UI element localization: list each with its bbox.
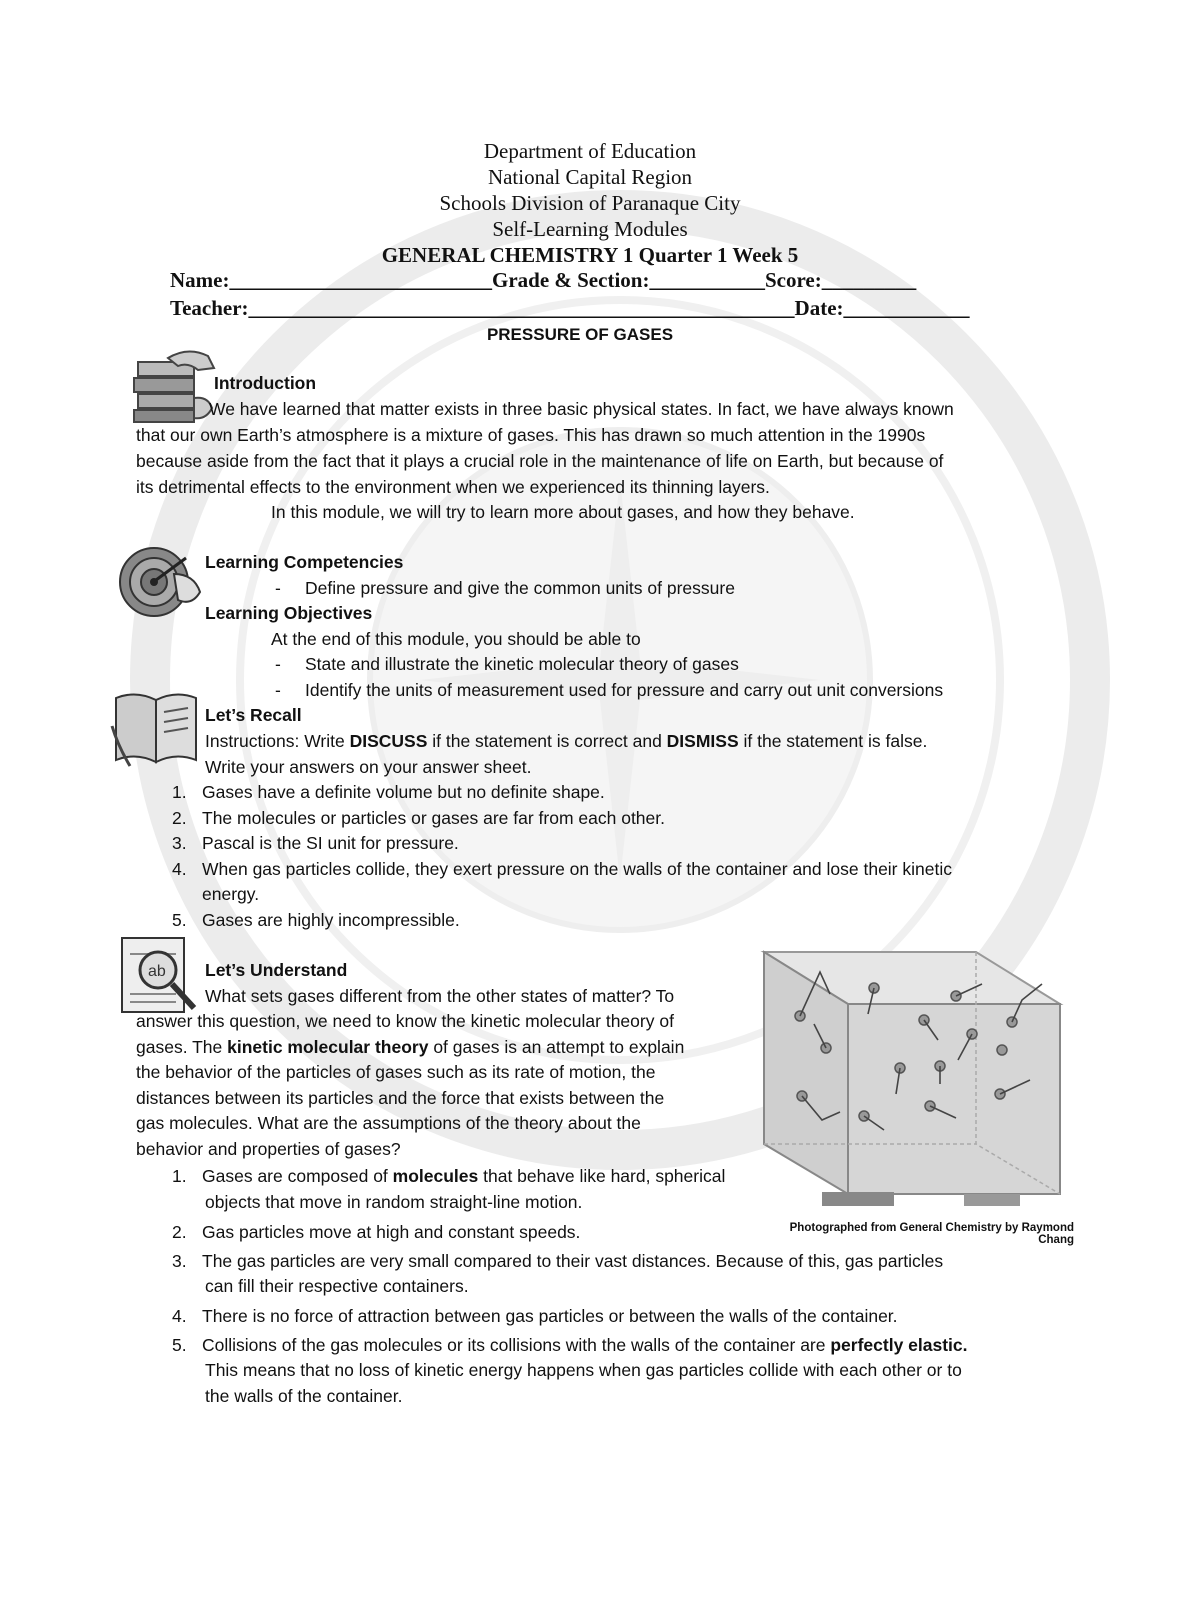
- dash-bullet: -: [275, 654, 281, 674]
- understand-line: behavior and properties of gases?: [136, 1139, 401, 1159]
- intro-line-3: because aside from the fact that it plays a crucial role in the maintenance of life on Earth, but because of: [136, 451, 944, 471]
- list-item: 1. Gases are composed of molecules that behave like hard, spherical: [172, 1166, 726, 1186]
- understand-line: What sets gases different from the other states of matter? To: [205, 986, 675, 1006]
- header-region: National Capital Region: [487, 165, 693, 189]
- gas-particles-cube-figure: [760, 944, 1080, 1209]
- understand-line: the behavior of the particles of gases such as its rate of motion, the: [136, 1062, 656, 1082]
- header-department: Department of Education: [483, 139, 697, 163]
- objective-item: [275, 651, 739, 677]
- teacher-label: Teacher:: [170, 296, 249, 320]
- intro-line-5: In this module, we will try to learn more about gases, and how they behave.: [271, 502, 855, 522]
- books-icon: [128, 348, 218, 428]
- competency-text: Define pressure and give the common units of pressure: [305, 578, 735, 598]
- score-field[interactable]: _________: [821, 268, 917, 292]
- list-item: 3. The gas particles are very small compared to their vast distances. Because of this, gas particles: [172, 1251, 944, 1271]
- list-item-continuation: This means that no loss of kinetic energy happens when gas particles collide with each other or to: [205, 1360, 962, 1380]
- header-modules: Self-Learning Modules: [492, 217, 688, 241]
- dash-bullet: -: [275, 578, 281, 598]
- grade-section-field[interactable]: ___________: [649, 268, 765, 292]
- objectives-intro: At the end of this module, you should be able to: [271, 629, 641, 649]
- understand-heading: Let’s Understand: [205, 960, 348, 980]
- list-item: 5. Gases are highly incompressible.: [172, 910, 460, 930]
- svg-text:ab: ab: [148, 963, 166, 980]
- teacher-field[interactable]: ____________________________________________________: [248, 296, 795, 320]
- list-item-continuation: objects that move in random straight-line motion.: [205, 1192, 583, 1212]
- dash-bullet: -: [275, 680, 281, 700]
- magnifier-icon: [118, 934, 202, 1016]
- objective-item: [275, 677, 943, 703]
- teacher-row: [170, 296, 970, 321]
- recall-instructions-line2: Write your answers on your answer sheet.: [205, 757, 532, 777]
- understand-line: gas molecules. What are the assumptions of the theory about the: [136, 1113, 641, 1133]
- name-label: Name:: [170, 268, 230, 292]
- objectives-heading: Learning Objectives: [205, 603, 373, 623]
- date-label: Date:: [794, 296, 844, 320]
- list-item-continuation: can fill their respective containers.: [205, 1276, 469, 1296]
- understand-line: answer this question, we need to know the kinetic molecular theory of: [136, 1011, 674, 1031]
- understand-line: gases. The kinetic molecular theory of gases is an attempt to explain: [136, 1037, 685, 1057]
- target-icon: [116, 544, 208, 620]
- objective-text: Identify the units of measurement used for pressure and carry out unit conversions: [305, 680, 944, 700]
- intro-line-4: its detrimental effects to the environment when we experienced its thinning layers.: [136, 477, 770, 497]
- page-title: PRESSURE OF GASES: [486, 325, 674, 344]
- list-item: 4. There is no force of attraction between gas particles or between the walls of the container.: [172, 1306, 898, 1326]
- introduction-heading: Introduction: [214, 373, 317, 393]
- figure-caption: Photographed from General Chemistry by Raymond Chang: [789, 1222, 1074, 1246]
- name-field[interactable]: _________________________: [229, 268, 492, 292]
- list-item-continuation: the walls of the container.: [205, 1386, 403, 1406]
- list-item: 1. Gases have a definite volume but no definite shape.: [172, 782, 605, 802]
- header-subject: GENERAL CHEMISTRY 1 Quarter 1 Week 5: [381, 243, 799, 267]
- intro-line-2: that our own Earth’s atmosphere is a mixture of gases. This has drawn so much attention in the 1990s: [136, 425, 926, 445]
- list-item: 5. Collisions of the gas molecules or its collisions with the walls of the container are perfectly elastic.: [172, 1335, 968, 1355]
- grade-section-label: Grade & Section:: [491, 268, 650, 292]
- date-field[interactable]: ____________: [843, 296, 970, 320]
- list-item: 2. Gas particles move at high and constant speeds.: [172, 1222, 581, 1242]
- understand-line: distances between its particles and the force that exists between the: [136, 1088, 665, 1108]
- objective-text: State and illustrate the kinetic molecular theory of gases: [305, 654, 739, 674]
- open-book-icon: [110, 686, 202, 768]
- header-division: Schools Division of Paranaque City: [439, 191, 741, 215]
- recall-instructions: Instructions: Write DISCUSS if the statement is correct and DISMISS if the statement is false.: [205, 731, 928, 751]
- list-item: 3. Pascal is the SI unit for pressure.: [172, 833, 459, 853]
- competencies-heading: Learning Competencies: [205, 552, 404, 572]
- recall-heading: Let’s Recall: [205, 705, 302, 725]
- competency-item: [275, 575, 735, 601]
- list-item: 4. When gas particles collide, they exert pressure on the walls of the container and lose their kinetic: [172, 859, 952, 879]
- list-item: 2. The molecules or particles or gases are far from each other.: [172, 808, 665, 828]
- name-row: [170, 268, 916, 293]
- list-item: energy.: [202, 884, 260, 904]
- intro-line-1: We have learned that matter exists in three basic physical states. In fact, we have always known: [209, 399, 954, 419]
- score-label: Score:: [764, 268, 822, 292]
